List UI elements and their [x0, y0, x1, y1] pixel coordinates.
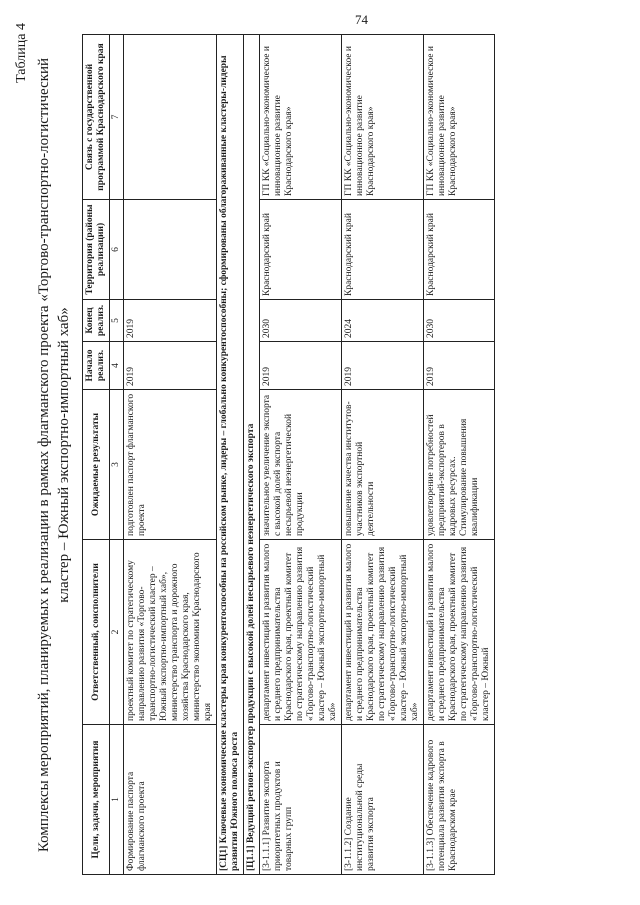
column-number-row — [110, 35, 124, 875]
cell-program: ГП КК «Социально-экономическое и инновационное развитие Краснодарского края» — [424, 35, 495, 200]
table-row — [124, 35, 217, 875]
section-row — [217, 35, 244, 875]
cell-program — [124, 35, 217, 200]
cell-result: удовлетворение потребностей предприятий-экспортеров в кадровых ресурсах. Стимулирование повышения квалификации — [424, 390, 495, 540]
cell-responsible: департамент инвестиций и развития малого и среднего предпринимательства Краснодарского края, проектный комитет по стратегическому направлению развития «Торгово-транспортно-логистический кластер – Южный экспортно-импортный хаб» — [260, 540, 342, 725]
cell-goal: Формирование паспорта флагманского проекта — [124, 725, 217, 875]
cell-start: 2019 — [260, 342, 342, 390]
cell-responsible: проектный комитет по стратегическому направлению развития «Торгово-транспортно-логистический кластер – Южный экспортно-импортный хаб», министерство транспорта и дорожного хозяйства Краснодарского края, министерство экономики Краснодарского края — [124, 540, 217, 725]
table-row — [260, 35, 342, 875]
header-responsible: Ответственный, соисполнители — [83, 540, 110, 725]
header-goals: Цели, задачи, мероприятия — [83, 725, 110, 875]
cell-end: 2030 — [424, 300, 495, 342]
header-territory: Территория (районы реализации) — [83, 200, 110, 300]
header-program: Связь с государственной программой Краснодарского края — [83, 35, 110, 200]
header-start: Начало реализ. — [83, 342, 110, 390]
header-end: Конец реализ. — [83, 300, 110, 342]
column-number: 4 — [110, 342, 124, 390]
cell-territory: Краснодарский край — [260, 200, 342, 300]
cell-goal: [3-1.1.2] Создание институциональной среды развития экспорта — [342, 725, 424, 875]
column-number: 2 — [110, 540, 124, 725]
cell-result: повышение качества институтов-участников экспортной деятельности — [342, 390, 424, 540]
document-title: Комплексы мероприятий, планируемых к реализации в рамках флагманского проекта «Торгово-транспортно-логистический кластер – Южный экспортно-импортный хаб» — [36, 57, 72, 853]
cell-territory: Краснодарский край — [342, 200, 424, 300]
section-sc1: [СЦ1] Ключевые экономические кластеры края конкурентоспособны на российском рынке, лидеры – глобально конкурентоспособны; сформированы облагораживанные кластеры-лидеры развития Южного полюса роста — [217, 35, 244, 875]
cell-responsible: департамент инвестиций и развития малого и среднего предпринимательства Краснодарского края, проектный комитет по стратегическому направлению развития «Торгово-транспортно-логистический кластер – Южный экспортно-импортный хаб» — [342, 540, 424, 725]
column-number: 1 — [110, 725, 124, 875]
column-number: 6 — [110, 200, 124, 300]
cell-territory: Краснодарский край — [424, 200, 495, 300]
header-results: Ожидаемые результаты — [83, 390, 110, 540]
page-number: 74 — [355, 12, 368, 27]
cell-start: 2019 — [342, 342, 424, 390]
cell-start: 2019 — [424, 342, 495, 390]
section-c1-1: [Ц1.1] Ведущий регион-экспортер продукции с высокой долей несырьевого неэнергетического экспорта — [244, 35, 260, 875]
cell-end: 2030 — [260, 300, 342, 342]
rotated-page — [12, 15, 582, 895]
section-row — [244, 35, 260, 875]
column-number: 3 — [110, 390, 124, 540]
cell-responsible: департамент инвестиций и развития малого и среднего предпринимательства Краснодарского края, проектный комитет по стратегическому направлению развития «Торгово-транспортно-логистический кластер – Южный — [424, 540, 495, 725]
cell-goal: [3-1.1.3] Обеспечение кадрового потенциала развития экспорта в Краснодарском крае — [424, 725, 495, 875]
table-label: Таблица 4 — [14, 23, 29, 83]
measures-table — [82, 34, 495, 875]
header-row — [83, 35, 110, 875]
cell-start: 2019 — [124, 342, 217, 390]
cell-end: 2019 — [124, 300, 217, 342]
column-number: 5 — [110, 300, 124, 342]
cell-result: подготовлен паспорт флагманского проекта — [124, 390, 217, 540]
cell-goal: [3-1.1.1] Развитие экспорта приоритетных продуктов и товарных групп — [260, 725, 342, 875]
cell-program: ГП КК «Социально-экономическое и инновационное развитие Краснодарского края» — [342, 35, 424, 200]
cell-end: 2024 — [342, 300, 424, 342]
column-number: 7 — [110, 35, 124, 200]
table-row — [342, 35, 424, 875]
cell-territory — [124, 200, 217, 300]
table-row — [424, 35, 495, 875]
cell-result: значительное увеличение экспорта с высокой долей экспорта несырьевой неэнергетической продукции — [260, 390, 342, 540]
cell-program: ГП КК «Социально-экономическое и инновационное развитие Краснодарского края» — [260, 35, 342, 200]
